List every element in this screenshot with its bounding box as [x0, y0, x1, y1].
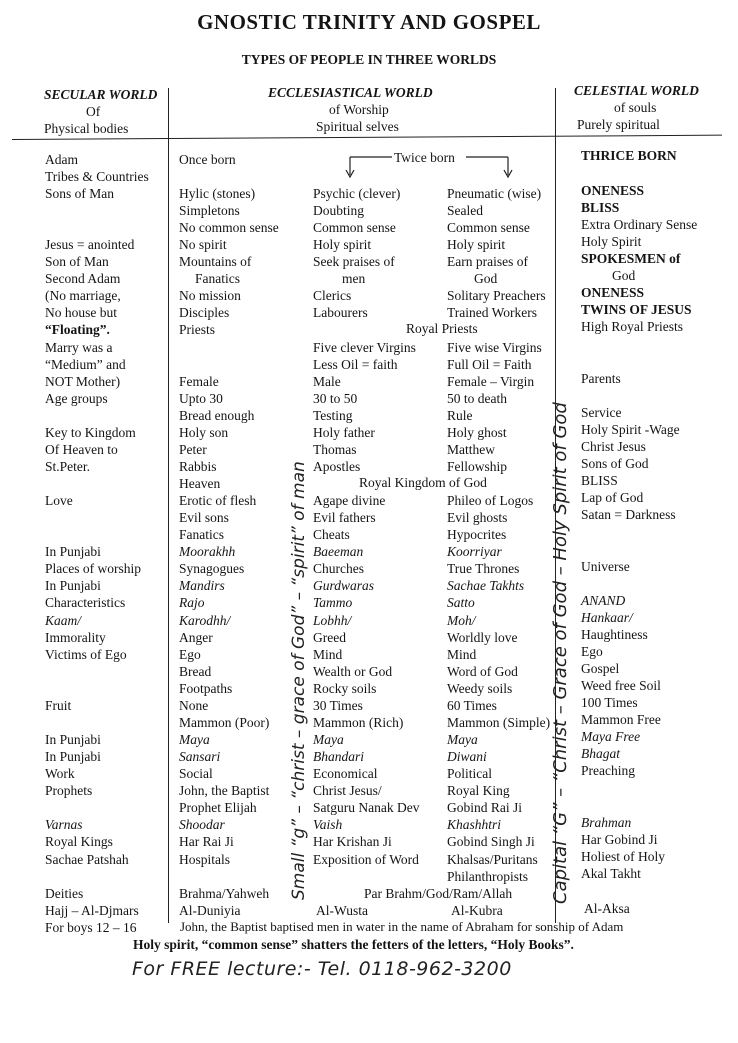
col-a-item: Sons of Man: [45, 186, 115, 201]
col-c-item: Apostles: [313, 459, 361, 474]
col-c-item: Five clever Virgins: [313, 340, 416, 355]
col-a-item: St.Peter.: [45, 459, 91, 474]
col-b-item: Simpletons: [179, 203, 240, 218]
col-e-item: Weed free Soil: [581, 678, 661, 693]
col-e-item: Christ Jesus: [581, 439, 646, 454]
col-b-item: Sansari: [179, 749, 221, 764]
col-c-item: Mind: [313, 647, 343, 662]
col-d-item: Full Oil = Faith: [447, 357, 532, 372]
col-d-item: True Thrones: [447, 561, 520, 576]
col-d-item: Khashhtri: [447, 817, 502, 832]
col-c-item: Exposition of Word: [313, 852, 419, 867]
col-c-item: Wealth or God: [313, 664, 393, 679]
col-b-item: Brahma/Yahweh: [179, 886, 270, 901]
col-b-item: Synagogues: [179, 561, 245, 576]
col-c-item: Al-Wusta: [316, 903, 368, 918]
col-b-item: No mission: [179, 288, 241, 303]
col-b-item: No common sense: [179, 220, 279, 235]
col-e-item: Gospel: [581, 661, 620, 676]
col-c-item: Holy spirit: [313, 237, 372, 252]
col-b-item: Priests: [179, 322, 216, 337]
col-e-item: Satan = Darkness: [581, 507, 676, 522]
handwritten-phone-note: For FREE lecture:- Tel. 0118-962-3200: [132, 958, 512, 980]
secular-header-line1: Of: [86, 104, 101, 119]
col-b-item: Mandirs: [179, 578, 225, 593]
col-a-item: Places of worship: [45, 561, 141, 576]
col-a-item: Key to Kingdom: [45, 425, 136, 440]
col-b-item: Fanatics: [195, 271, 240, 286]
column-divider-1: [168, 88, 169, 923]
col-c-item: Lobhh/: [313, 613, 352, 628]
col-d-item: Gobind Singh Ji: [447, 834, 535, 849]
col-e-item: ONENESS: [581, 183, 645, 198]
col-d-item: Political: [447, 766, 492, 781]
col-b-item: Mountains of: [179, 254, 252, 269]
col-e-item: Al-Aksa: [584, 901, 630, 916]
col-c-item: Baeeman: [313, 544, 364, 559]
col-d-item: Evil ghosts: [447, 510, 508, 525]
twice-born-bracket-icon: [340, 155, 520, 183]
col-b-item: Rajo: [179, 595, 205, 610]
col-c-item: Christ Jesus/: [313, 783, 382, 798]
col-c-item: Gurdwaras: [313, 578, 375, 593]
col-b-item: Anger: [179, 630, 213, 645]
col-d-item: Khalsas/Puritans: [447, 852, 538, 867]
col-b-item: Rabbis: [179, 459, 217, 474]
col-c-item: Thomas: [313, 442, 357, 457]
col-b-item: Heaven: [179, 476, 221, 491]
col-b-item: Hylic (stones): [179, 186, 256, 201]
col-b-item: Hospitals: [179, 852, 231, 867]
col-e-item: 100 Times: [581, 695, 638, 710]
col-c-item: Seek praises of: [313, 254, 395, 269]
col-c-item: men: [342, 271, 366, 286]
col-b-item: Footpaths: [179, 681, 233, 696]
col-c-item: Maya: [313, 732, 344, 747]
col-d-item: Holy spirit: [447, 237, 506, 252]
col-b-item: Har Rai Ji: [179, 834, 234, 849]
col-d-item: Gobind Rai Ji: [447, 800, 523, 815]
col-d-item: Fellowship: [447, 459, 508, 474]
col-b-item: Erotic of flesh: [179, 493, 257, 508]
col-c-item: Mammon (Rich): [313, 715, 404, 730]
col-e-item: THRICE BORN: [581, 148, 677, 163]
col-a-item: Tribes & Countries: [45, 169, 149, 184]
col-b-item: Shoodar: [179, 817, 225, 832]
col-e-item: BLISS: [581, 473, 618, 488]
celestial-header-line1: of souls: [614, 100, 657, 115]
col-d-item: Maya: [447, 732, 478, 747]
col-d-item: Weedy soils: [447, 681, 513, 696]
handwritten-left-note: Small “g” – “christ – grace of God” – “spirit” of man: [289, 461, 309, 900]
col-e-item: Holy Spirit: [581, 234, 642, 249]
col-c-item: Holy father: [313, 425, 375, 440]
secular-header-line2: Physical bodies: [44, 121, 129, 136]
col-c-item: Har Krishan Ji: [313, 834, 392, 849]
col-c-item: Male: [313, 374, 341, 389]
col-a-item: Deities: [45, 886, 84, 901]
col-d-item: Sachae Takhts: [447, 578, 525, 593]
col-c-item: Less Oil = faith: [313, 357, 398, 372]
col-d-item: Holy ghost: [447, 425, 507, 440]
col-d-item: Common sense: [447, 220, 530, 235]
col-d-item: Earn praises of: [447, 254, 528, 269]
col-a-item: Age groups: [45, 391, 108, 406]
col-c-item: Bhandari: [313, 749, 365, 764]
ecclesiastical-header-title: ECCLESIASTICAL WORLD: [268, 85, 433, 100]
col-c-item: Agape divine: [313, 493, 386, 508]
col-a-item: Varnas: [45, 817, 83, 832]
col-c-item: Testing: [313, 408, 353, 423]
col-c-item: Rocky soils: [313, 681, 377, 696]
col-e-item: Mammon Free: [581, 712, 661, 727]
col-e-item: ANAND: [581, 593, 626, 608]
col-a-item: Prophets: [45, 783, 93, 798]
col-b-item: Evil sons: [179, 510, 229, 525]
col-c-item: Common sense: [313, 220, 396, 235]
col-d-item: Solitary Preachers: [447, 288, 546, 303]
col-d-item: Koorriyar: [447, 544, 502, 559]
col-e-item: Universe: [581, 559, 630, 574]
col-a-item: Work: [45, 766, 75, 781]
col-d-item: Satto: [447, 595, 475, 610]
col-a-item: In Punjabi: [45, 578, 101, 593]
col-a-item: Characteristics: [45, 595, 126, 610]
royal-priests-label: Royal Priests: [406, 321, 478, 336]
col-d-item: Royal King: [447, 783, 510, 798]
col-e-item: Brahman: [581, 815, 632, 830]
col-a-item: Son of Man: [45, 254, 109, 269]
col-e-item: Akal Takht: [581, 866, 641, 881]
col-d-item: Pneumatic (wise): [447, 186, 542, 201]
col-a-item: In Punjabi: [45, 732, 101, 747]
col-a-item: Fruit: [45, 698, 72, 713]
col-e-item: SPOKESMEN of: [581, 251, 681, 266]
col-e-item: BLISS: [581, 200, 620, 215]
col-b-item: Bread: [179, 664, 212, 679]
col-d-item: 50 to death: [447, 391, 507, 406]
col-c-item: Vaish: [313, 817, 343, 832]
col-d-item: Mind: [447, 647, 477, 662]
col-d-item: Rule: [447, 408, 473, 423]
col-c-item: Doubting: [313, 203, 365, 218]
col-a-item: Marry was a: [45, 340, 113, 355]
col-a-item: For boys 12 – 16: [45, 920, 137, 935]
royal-kingdom-label: Royal Kingdom of God: [359, 475, 487, 490]
col-c-item: Tammo: [313, 595, 353, 610]
col-b-item: No spirit: [179, 237, 227, 252]
col-a-item: Love: [45, 493, 73, 508]
col-d-item: Diwani: [447, 749, 487, 764]
col-e-item: High Royal Priests: [581, 319, 684, 334]
page-subtitle: TYPES OF PEOPLE IN THREE WORLDS: [241, 52, 497, 67]
col-e-item: Preaching: [581, 763, 635, 778]
col-d-item: 60 Times: [447, 698, 497, 713]
col-d-item: Worldly love: [447, 630, 518, 645]
col-b-item: Disciples: [179, 305, 230, 320]
col-e-item: Har Gobind Ji: [581, 832, 658, 847]
twice-born-label: Twice born: [394, 150, 455, 165]
col-c-item: Satguru Nanak Dev: [313, 800, 420, 815]
col-a-item: In Punjabi: [45, 749, 101, 764]
col-c-item: Clerics: [313, 288, 352, 303]
col-d-item: Trained Workers: [447, 305, 538, 320]
col-c-item: Evil fathers: [313, 510, 376, 525]
secular-header-title: SECULAR WORLD: [44, 87, 158, 102]
col-a-item: Of Heaven to: [45, 442, 118, 457]
col-a-item: Adam: [45, 152, 78, 167]
col-e-item: Holy Spirit -Wage: [581, 422, 680, 437]
col-c-item: 30 Times: [313, 698, 363, 713]
col-a-item: Royal Kings: [45, 834, 113, 849]
col-b-item: Al-Duniyia: [179, 903, 241, 918]
col-e-item: Extra Ordinary Sense: [581, 217, 698, 232]
col-d-item: Hypocrites: [447, 527, 507, 542]
col-d-item: Mammon (Simple): [447, 715, 551, 730]
col-c-item: Cheats: [313, 527, 350, 542]
col-b-item: None: [179, 698, 209, 713]
col-a-item: Kaam/: [45, 613, 82, 628]
col-d-item: Matthew: [447, 442, 495, 457]
col-d-item: Al-Kubra: [451, 903, 503, 918]
celestial-header-title: CELESTIAL WORLD: [574, 83, 699, 98]
ecclesiastical-header-line1: of Worship: [329, 102, 389, 117]
col-b-item: Prophet Elijah: [179, 800, 257, 815]
col-d-item: Philanthropists: [447, 869, 529, 884]
col-a-item: (No marriage,: [45, 288, 121, 303]
col-b-item: Once born: [179, 152, 236, 167]
col-e-item: Ego: [581, 644, 603, 659]
par-brahm-label: Par Brahm/God/Ram/Allah: [364, 886, 513, 901]
col-d-item: Female – Virgin: [447, 374, 535, 389]
col-a-item: Sachae Patshah: [45, 852, 129, 867]
col-b-item: Female: [179, 374, 219, 389]
col-b-item: Peter: [179, 442, 207, 457]
col-c-item: 30 to 50: [313, 391, 358, 406]
col-a-item: Jesus = anointed: [45, 237, 135, 252]
col-b-item: Bread enough: [179, 408, 255, 423]
col-d-item: Five wise Virgins: [447, 340, 542, 355]
col-b-item: Upto 30: [179, 391, 223, 406]
col-d-item: Phileo of Logos: [447, 493, 534, 508]
col-a-item: Immorality: [45, 630, 106, 645]
col-b-item: Fanatics: [179, 527, 224, 542]
col-d-item: Word of God: [447, 664, 518, 679]
col-b-item: Maya: [179, 732, 210, 747]
col-d-item: Moh/: [447, 613, 476, 628]
col-e-item: Hankaar/: [581, 610, 633, 625]
col-d-item: Sealed: [447, 203, 483, 218]
col-e-item: ONENESS: [581, 285, 645, 300]
col-e-item: Holiest of Holy: [581, 849, 665, 864]
col-e-item: TWINS OF JESUS: [581, 302, 692, 317]
col-a-item: NOT Mother): [45, 374, 121, 389]
col-a-item: Hajj – Al-Djmars: [45, 903, 139, 918]
col-a-item: “Medium” and: [45, 357, 126, 372]
col-e-item: Sons of God: [581, 456, 649, 471]
footer-note: Holy spirit, “common sense” shatters the fetters of the letters, “Holy Books”.: [133, 937, 574, 952]
col-b-item: Karodhh/: [179, 613, 231, 628]
ecclesiastical-header-line2: Spiritual selves: [316, 119, 399, 134]
col-c-item: Psychic (clever): [313, 186, 401, 201]
col-a-item: In Punjabi: [45, 544, 101, 559]
col-d-item: God: [474, 271, 498, 286]
col-a-item: “Floating”.: [45, 322, 110, 337]
john-baptist-line: John, the Baptist baptised men in water in the name of Abraham for sonship of Adam: [180, 919, 624, 934]
handwritten-right-note: Capital “G” – “Christ – Grace of God – Holy Spirit of God: [550, 402, 571, 904]
col-e-item: Haughtiness: [581, 627, 648, 642]
col-b-item: Mammon (Poor): [179, 715, 270, 730]
page-title: GNOSTIC TRINITY AND GOSPEL: [197, 10, 541, 34]
celestial-header-line2: Purely spiritual: [577, 117, 660, 132]
col-c-item: Greed: [313, 630, 346, 645]
col-b-item: John, the Baptist: [179, 783, 270, 798]
col-a-item: Second Adam: [45, 271, 121, 286]
col-e-item: Parents: [581, 371, 621, 386]
col-c-item: Churches: [313, 561, 364, 576]
col-c-item: Labourers: [313, 305, 368, 320]
col-a-item: Victims of Ego: [45, 647, 127, 662]
col-a-item: No house but: [45, 305, 117, 320]
col-b-item: Ego: [179, 647, 201, 662]
col-e-item: Service: [581, 405, 622, 420]
col-c-item: Economical: [313, 766, 378, 781]
col-e-item: God: [612, 268, 636, 283]
col-e-item: Lap of God: [581, 490, 644, 505]
col-e-item: Maya Free: [581, 729, 641, 744]
col-b-item: Moorakhh: [179, 544, 236, 559]
col-b-item: Holy son: [179, 425, 229, 440]
col-e-item: Bhagat: [581, 746, 620, 761]
col-b-item: Social: [179, 766, 213, 781]
